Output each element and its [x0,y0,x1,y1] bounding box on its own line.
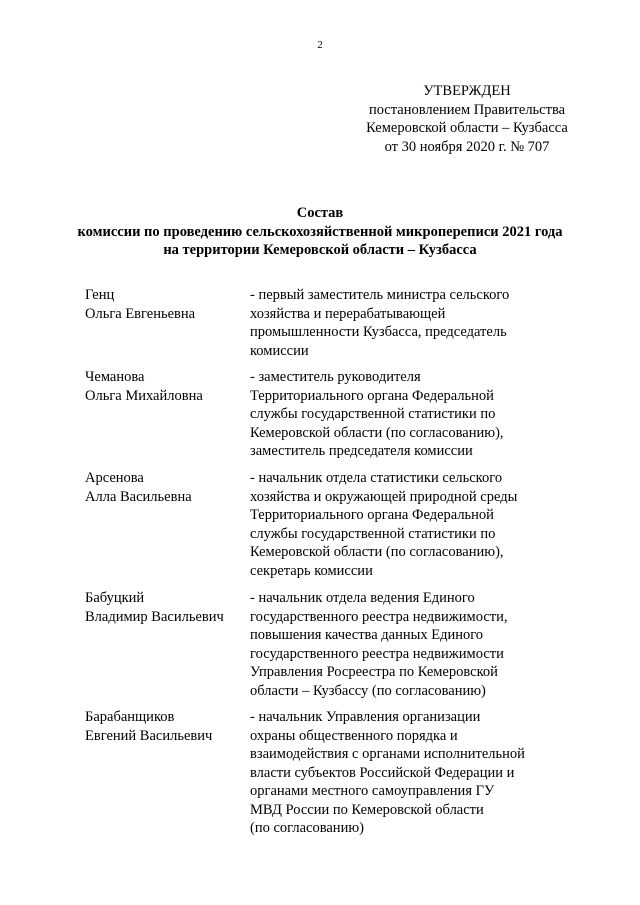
approval-block [352,82,582,156]
member-name [85,708,255,745]
role-line: органами местного самоуправления ГУ [250,783,495,799]
role-line: Управления Росреестра по Кемеровской [250,664,498,680]
title-line: комиссии по проведению сельскохозяйственной микропереписи 2021 года [77,223,563,240]
role-line: власти субъектов Российской Федерации и [250,764,515,781]
role-line: хозяйства и окружающей природной среды [250,488,518,505]
role-line: службы государственной статистики по [250,406,496,422]
role-line: повышения качества данных Единого [250,627,484,643]
role-line: МВД России по Кемеровской области [250,801,484,818]
approval-line: УТВЕРЖДЕН [423,83,511,99]
role-line: охраны общественного порядка и [250,727,458,744]
member-surname: Чеманова [85,369,145,385]
member-role [250,589,560,700]
role-line: секретарь комиссии [250,562,373,579]
member-given-names: Евгений Васильевич [85,727,213,744]
member-role [250,469,560,580]
member-surname: Бабуцкий [85,590,145,606]
role-line: - начальник отдела ведения Единого [250,590,475,606]
member-name [85,286,255,323]
role-line: Территориального органа Федеральной [250,387,494,404]
role-line: промышленности Кузбасса, председатель [250,324,507,340]
role-line: - первый заместитель министра сельского [250,287,510,303]
role-line: Территориального органа Федеральной [250,507,494,523]
approval-line: постановлением Правительства [368,101,566,118]
member-given-names: Владимир Васильевич [85,608,224,625]
member-name [85,368,255,405]
role-line: Кемеровской области (по согласованию), [250,424,504,441]
role-line: государственного реестра недвижимости, [250,608,508,625]
member-role [250,708,560,838]
role-line: государственного реестра недвижимости [250,645,504,662]
member-given-names: Ольга Евгеньевна [85,305,196,322]
member-name [85,589,255,626]
role-line: Кемеровской области (по согласованию), [250,544,504,560]
member-role [250,286,560,360]
member-surname: Барабанщиков [85,709,175,725]
role-line: комиссии [250,342,309,359]
member-surname: Арсенова [85,470,144,486]
role-line: - начальник отдела статистики сельского [250,470,503,486]
role-line: заместитель председателя комиссии [250,443,473,459]
title-line: Состав [296,205,344,221]
approval-line: от 30 ноября 2020 г. № 707 [384,138,550,155]
role-line: области – Кузбассу (по согласованию) [250,682,486,699]
role-line: хозяйства и перерабатывающей [250,305,446,322]
role-line: взаимодействия с органами исполнительной [250,746,525,762]
member-surname: Генц [85,287,115,303]
page-number: 2 [317,39,323,51]
document-title [0,204,640,260]
title-line: на территории Кемеровской области – Кузбасса [163,242,477,258]
member-role [250,368,560,461]
role-line: - заместитель руководителя [250,369,421,385]
approval-line: Кемеровской области – Кузбасса [366,120,568,136]
role-line: - начальник Управления организации [250,709,481,725]
role-line: (по согласованию) [250,820,364,836]
role-line: службы государственной статистики по [250,525,496,542]
member-name [85,469,255,506]
member-given-names: Ольга Михайловна [85,387,203,404]
member-given-names: Алла Васильевна [85,488,192,505]
